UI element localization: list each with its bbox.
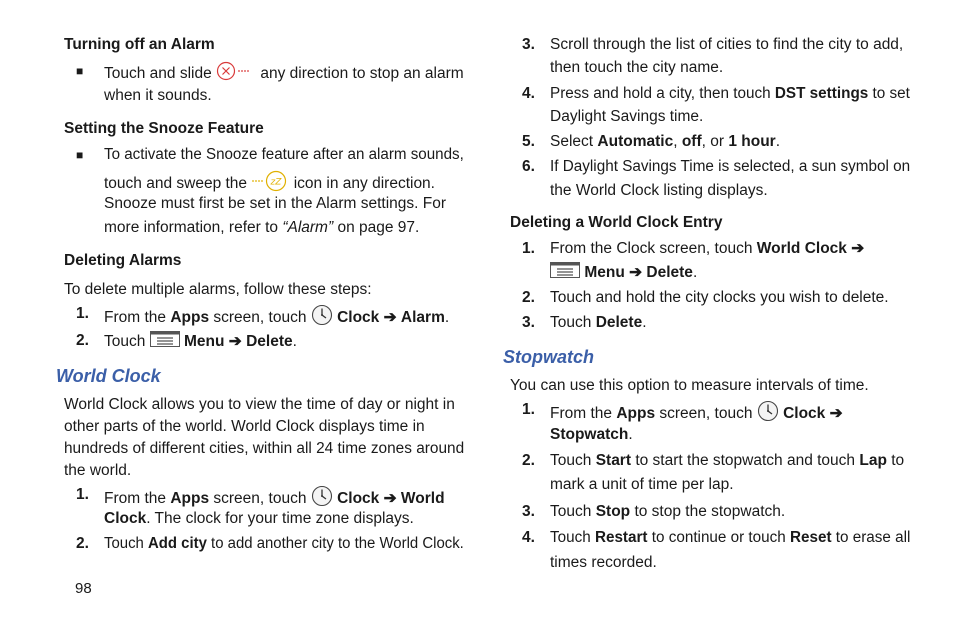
- menu-icon: [150, 331, 180, 353]
- deleting-step1: From the Apps screen, touch Clock ➔ Alarm.: [104, 304, 449, 332]
- turning-off-line2: when it sounds.: [104, 87, 212, 104]
- step-number: 3.: [522, 503, 535, 520]
- add-city-step3-line1: Scroll through the list of cities to find the city to add,: [550, 36, 904, 53]
- world-clock-step1: From the Apps screen, touch Clock ➔ World: [104, 485, 445, 513]
- add-city-step6-line2: the World Clock listing displays.: [550, 182, 768, 199]
- delete-entry-step1: From the Clock screen, touch World Clock ➔: [550, 240, 865, 257]
- world-clock-para-line3: hundreds of different cities, within all 24 time zones around: [64, 440, 465, 457]
- snooze-line3: Snooze must first be set in the Alarm settings. For: [104, 195, 447, 212]
- add-city-step6-line1: If Daylight Savings Time is selected, a sun symbol on: [550, 158, 911, 175]
- alarm-reference-link[interactable]: “Alarm”: [282, 219, 334, 236]
- snooze-line4: more information, refer to “Alarm” on page 97.: [104, 219, 420, 236]
- step-number: 4.: [522, 85, 535, 102]
- stopwatch-step4-line2: times recorded.: [550, 554, 657, 571]
- clock-icon: [311, 304, 333, 332]
- step-number: 2.: [522, 452, 535, 469]
- snooze-line1: To activate the Snooze feature after an alarm sounds,: [104, 146, 464, 163]
- delete-entry-step3: Touch Delete.: [550, 314, 647, 331]
- stopwatch-step3: Touch Stop to stop the stopwatch.: [550, 503, 786, 520]
- stopwatch-step1-cont: Stopwatch.: [550, 426, 633, 443]
- stopwatch-step2-line2: mark a unit of time per lap.: [550, 476, 734, 493]
- page-number: 98: [75, 580, 92, 597]
- step-number: 3.: [522, 36, 535, 53]
- step-number: 4.: [522, 529, 535, 546]
- add-city-step4-line2: Daylight Savings time.: [550, 108, 704, 125]
- bullet: ■: [76, 148, 84, 162]
- bullet: ■: [76, 64, 84, 78]
- dismiss-alarm-icon: [216, 61, 256, 87]
- deleting-intro: To delete multiple alarms, follow these steps:: [64, 281, 372, 298]
- clock-icon: [757, 400, 779, 428]
- step-number: 1.: [76, 486, 89, 503]
- stopwatch-intro: You can use this option to measure intervals of time.: [510, 377, 869, 394]
- delete-entry-step1-cont: Menu ➔ Delete.: [550, 262, 697, 284]
- step-number: 6.: [522, 158, 535, 175]
- world-clock-step2: Touch Add city to add another city to the World Clock.: [104, 535, 464, 552]
- step-number: 5.: [522, 133, 535, 150]
- step-number: 1.: [522, 240, 535, 257]
- snooze-heading: Setting the Snooze Feature: [64, 120, 264, 137]
- world-clock-para-line1: World Clock allows you to view the time of day or night in: [64, 396, 455, 413]
- svg-text:zZ: zZ: [270, 177, 282, 188]
- deleting-alarms-heading: Deleting Alarms: [64, 252, 182, 269]
- world-clock-para-line4: the world.: [64, 462, 132, 479]
- world-clock-step1-cont: Clock. The clock for your time zone displays.: [104, 510, 414, 527]
- deleting-step2: Touch Menu ➔ Delete.: [104, 331, 297, 353]
- stopwatch-heading: Stopwatch: [503, 347, 595, 367]
- turning-off-heading: Turning off an Alarm: [64, 36, 215, 53]
- step-number: 1.: [522, 401, 535, 418]
- step-number: 2.: [522, 289, 535, 306]
- step-number: 2.: [76, 332, 89, 349]
- step-number: 1.: [76, 305, 89, 322]
- delete-entry-step2: Touch and hold the city clocks you wish to delete.: [550, 289, 889, 306]
- add-city-step5: Select Automatic, off, or 1 hour.: [550, 133, 781, 150]
- step-number: 2.: [76, 535, 89, 552]
- world-clock-para-line2: other parts of the world. World Clock displays time in: [64, 418, 425, 435]
- stopwatch-step1: From the Apps screen, touch Clock ➔: [550, 400, 843, 428]
- turning-off-line1: Touch and slide any direction to stop an alarm: [104, 61, 464, 87]
- stopwatch-step4-line1: Touch Restart to continue or touch Reset to erase all: [550, 529, 911, 546]
- stopwatch-step2-line1: Touch Start to start the stopwatch and touch Lap to: [550, 452, 905, 469]
- world-clock-heading: World Clock: [56, 366, 161, 386]
- add-city-step3-line2: then touch the city name.: [550, 59, 724, 76]
- snooze-line2: touch and sweep the zZ icon in any direction.: [104, 170, 435, 198]
- menu-icon: [550, 262, 580, 284]
- step-number: 3.: [522, 314, 535, 331]
- delete-entry-heading: Deleting a World Clock Entry: [510, 214, 723, 231]
- add-city-step4-line1: Press and hold a city, then touch DST settings to set: [550, 85, 910, 102]
